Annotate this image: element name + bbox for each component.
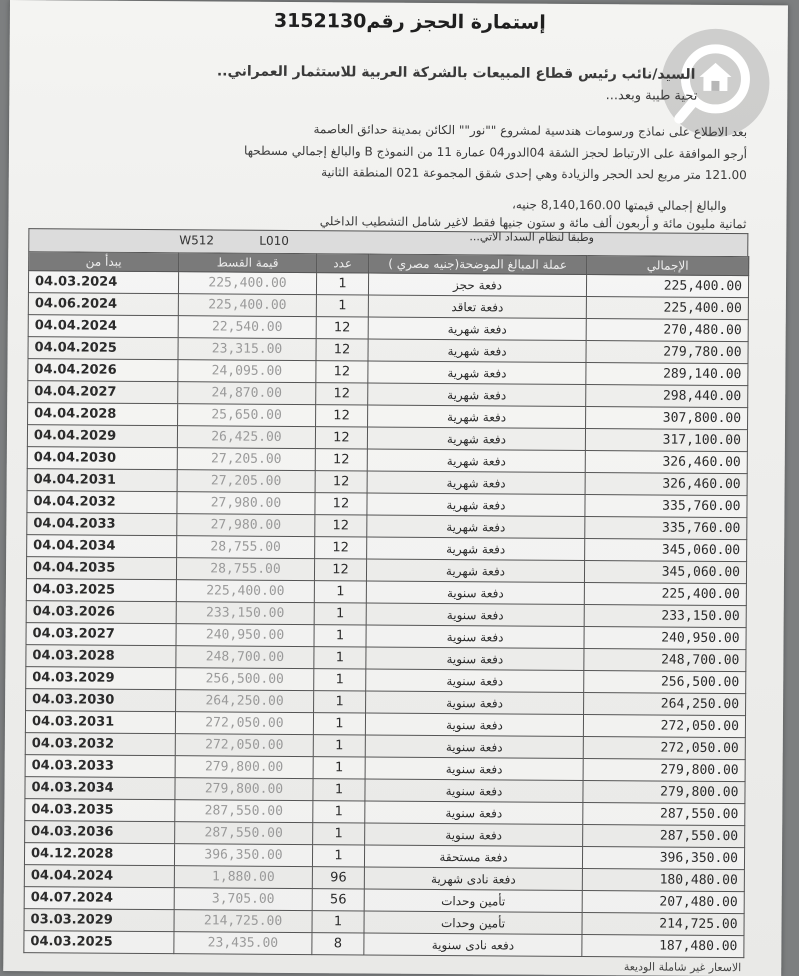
start-date-cell: 04.03.2031	[25, 711, 175, 734]
total-cell: 279,780.00	[586, 341, 748, 364]
start-date-cell: 04.03.2036	[25, 821, 175, 844]
description-cell: دفعة سنوية	[365, 735, 583, 759]
description-cell: دفعة شهرية	[368, 317, 586, 341]
installment-cell: 28,755.00	[176, 558, 314, 581]
total-cell: 345,060.00	[585, 539, 747, 562]
count-cell: 12	[316, 405, 368, 427]
installment-cell: 225,400.00	[178, 294, 316, 317]
count-cell: 1	[312, 845, 364, 867]
addressee-line: السيد/نائب رئيس قطاع المبيعات بالشركة العربية للاستثمار العمراني..	[216, 63, 696, 83]
installment-cell: 287,550.00	[175, 822, 313, 845]
total-cell: 187,480.00	[582, 935, 744, 958]
start-date-cell: 04.04.2030	[27, 447, 177, 470]
count-cell: 12	[315, 449, 367, 471]
start-date-cell: 04.03.2025	[24, 931, 174, 954]
count-cell: 1	[312, 911, 364, 933]
description-cell: تأمين وحدات	[364, 889, 582, 913]
count-cell: 96	[312, 867, 364, 889]
total-cell: 248,700.00	[584, 649, 746, 672]
count-cell: 12	[314, 559, 366, 581]
total-cell: 272,050.00	[583, 715, 745, 738]
description-cell: دفعة سنوية	[365, 779, 583, 803]
installment-cell: 28,755.00	[177, 536, 315, 559]
count-cell: 12	[315, 427, 367, 449]
count-cell: 1	[314, 691, 366, 713]
total-cell: 256,500.00	[584, 671, 746, 694]
description-cell: دفعة تعاقد	[368, 295, 586, 319]
total-cell: 225,400.00	[586, 297, 748, 320]
count-cell: 1	[316, 295, 368, 317]
start-date-cell: 04.04.2027	[28, 381, 178, 404]
currency-note: عملة المبالغ الموضحة(جنيه مصري )	[388, 256, 568, 272]
installment-cell: 27,205.00	[177, 448, 315, 471]
installment-cell: 23,435.00	[174, 932, 312, 955]
total-cell: 335,760.00	[585, 517, 747, 540]
col-description-header	[369, 254, 587, 275]
count-cell: 1	[314, 647, 366, 669]
installment-cell: 264,250.00	[176, 690, 314, 713]
start-date-cell: 04.03.2029	[26, 667, 176, 690]
description-cell: تأمين وحدات	[364, 911, 582, 935]
installment-cell: 22,540.00	[178, 316, 316, 339]
total-cell: 225,400.00	[586, 275, 748, 298]
description-cell: دفعة سنوية	[366, 691, 584, 715]
installment-cell: 225,400.00	[178, 272, 316, 295]
total-cell: 214,725.00	[582, 913, 744, 936]
start-date-cell: 04.03.2025	[26, 579, 176, 602]
installment-cell: 256,500.00	[176, 668, 314, 691]
table-row	[24, 931, 744, 958]
start-date-cell: 04.03.2034	[25, 777, 175, 800]
description-cell: دفعة شهرية	[368, 383, 586, 407]
total-cell: 180,480.00	[582, 869, 744, 892]
start-date-cell: 04.03.2032	[25, 733, 175, 756]
start-date-cell: 04.04.2029	[27, 425, 177, 448]
total-cell: 335,760.00	[585, 495, 747, 518]
start-date-cell: 04.07.2024	[24, 887, 174, 910]
count-cell: 56	[312, 889, 364, 911]
description-cell: دفعة حجز	[368, 273, 586, 297]
installment-cell: 23,315.00	[178, 338, 316, 361]
start-date-cell: 04.04.2028	[28, 403, 178, 426]
total-cell: 307,800.00	[586, 407, 748, 430]
start-date-cell: 04.03.2030	[26, 689, 176, 712]
start-date-cell: 04.04.2032	[27, 491, 177, 514]
installment-cell: 24,870.00	[178, 382, 316, 405]
footer-note: الاسعار غير شاملة الوديعة	[623, 960, 742, 975]
code-w512: W512	[179, 233, 215, 248]
count-cell: 1	[313, 823, 365, 845]
count-cell: 1	[314, 625, 366, 647]
count-cell: 1	[314, 669, 366, 691]
start-date-cell: 04.03.2027	[26, 623, 176, 646]
start-date-cell: 04.03.2026	[26, 601, 176, 624]
installment-cell: 248,700.00	[176, 646, 314, 669]
total-cell: 326,460.00	[585, 451, 747, 474]
count-cell: 8	[312, 933, 364, 955]
form-title: إستمارة الحجز رقم3152130	[273, 9, 546, 34]
installment-cell: 27,205.00	[177, 470, 315, 493]
payment-system-label: وطبقا لنظام السداد الاتي...	[469, 230, 595, 245]
total-cell: 326,460.00	[585, 473, 747, 496]
start-date-cell: 04.04.2025	[28, 337, 178, 360]
start-date-cell: 04.03.2033	[25, 755, 175, 778]
greeting-line: تحية طيبة وبعد...	[605, 88, 698, 104]
count-cell: 1	[314, 603, 366, 625]
start-date-cell: 04.03.2035	[25, 799, 175, 822]
installment-cell: 396,350.00	[174, 844, 312, 867]
count-cell: 1	[316, 273, 368, 295]
description-cell: دفعة شهرية	[368, 339, 586, 363]
installment-cell: 24,095.00	[178, 360, 316, 383]
count-cell: 12	[316, 339, 368, 361]
start-date-cell: 04.04.2035	[26, 557, 176, 580]
total-cell: 270,480.00	[586, 319, 748, 342]
installment-cell: 25,650.00	[178, 404, 316, 427]
project-line: بعد الاطلاع على نماذج ورسومات هندسية لمشروع ""نور"" الكائن بمدينة حدائق العاصمة	[313, 122, 748, 140]
start-date-cell: 04.04.2034	[27, 535, 177, 558]
col-installment-header: قيمة القسط	[179, 253, 317, 273]
description-cell: دفعة سنوية	[365, 823, 583, 847]
total-cell: 289,140.00	[586, 363, 748, 386]
installment-cell: 27,980.00	[177, 492, 315, 515]
unit-line: أرجو الموافقة على الارتباط لحجز الشقة 04الدور04 عمارة 11 من النموذج B والبالغ إجمالي مسطحها	[244, 143, 747, 162]
description-cell: دفعة سنوية	[365, 801, 583, 825]
installment-cell: 279,800.00	[175, 756, 313, 779]
description-cell: دفعة سنوية	[366, 603, 584, 627]
description-cell: دفعة نادى شهرية	[364, 867, 582, 891]
start-date-cell: 04.03.2028	[26, 645, 176, 668]
count-cell: 12	[315, 515, 367, 537]
installment-cell: 272,050.00	[175, 712, 313, 735]
price-in-words-line: ثمانية مليون مائة و أربعون ألف مائة و ستون جنيها فقط لاغير شامل التشطيب الداخلي	[319, 214, 747, 232]
count-cell: 12	[316, 383, 368, 405]
start-date-cell: 04.04.2026	[28, 359, 178, 382]
start-date-cell: 04.04.2033	[27, 513, 177, 536]
total-cell: 298,440.00	[586, 385, 748, 408]
count-cell: 12	[315, 537, 367, 559]
count-cell: 1	[314, 581, 366, 603]
count-cell: 1	[313, 757, 365, 779]
description-cell: دفعة شهرية	[367, 493, 585, 517]
installment-cell: 214,725.00	[174, 910, 312, 933]
installment-cell: 272,050.00	[175, 734, 313, 757]
total-cell: 317,100.00	[585, 429, 747, 452]
installment-cell: 26,425.00	[177, 426, 315, 449]
watermark-home-logo	[661, 29, 770, 138]
description-cell: دفعه نادى سنوية	[364, 933, 582, 957]
count-cell: 1	[313, 735, 365, 757]
installment-cell: 240,950.00	[176, 624, 314, 647]
description-cell: دفعة شهرية	[366, 559, 584, 583]
total-cell: 272,050.00	[583, 737, 745, 760]
count-cell: 1	[313, 801, 365, 823]
installment-cell: 3,705.00	[174, 888, 312, 911]
col-total-header: الإجمالي	[587, 256, 749, 276]
description-cell: دفعة سنوية	[365, 757, 583, 781]
code-l010: L010	[259, 233, 289, 248]
total-price-line: والبالغ إجمالي قيمتها 8,140,160.00 جنيه،	[511, 197, 727, 214]
start-date-cell: 04.12.2028	[24, 843, 174, 866]
description-cell: دفعة شهرية	[367, 427, 585, 451]
total-cell: 287,550.00	[583, 803, 745, 826]
total-cell: 225,400.00	[584, 583, 746, 606]
payment-schedule	[23, 228, 748, 958]
description-cell: دفعة شهرية	[367, 515, 585, 539]
start-date-cell: 04.04.2024	[24, 865, 174, 888]
start-date-cell: 04.04.2024	[28, 315, 178, 338]
count-cell: 1	[313, 779, 365, 801]
total-cell: 240,950.00	[584, 627, 746, 650]
total-cell: 287,550.00	[583, 825, 745, 848]
description-cell: دفعة سنوية	[365, 713, 583, 737]
count-cell: 12	[315, 471, 367, 493]
installment-cell: 279,800.00	[175, 778, 313, 801]
installment-cell: 233,150.00	[176, 602, 314, 625]
description-cell: دفعة شهرية	[367, 537, 585, 561]
payment-rows	[24, 271, 749, 958]
count-cell: 12	[315, 493, 367, 515]
installment-cell: 27,980.00	[177, 514, 315, 537]
description-cell: دفعة سنوية	[366, 669, 584, 693]
installment-cell: 287,550.00	[175, 800, 313, 823]
installment-cell: 225,400.00	[176, 580, 314, 603]
total-cell: 279,800.00	[583, 759, 745, 782]
description-cell: دفعة سنوية	[366, 625, 584, 649]
col-start-header: يبدأ من	[29, 252, 179, 272]
start-date-cell: 03.03.2029	[24, 909, 174, 932]
description-cell: دفعة شهرية	[367, 449, 585, 473]
reservation-form-sheet	[3, 0, 788, 976]
payment-table	[23, 251, 749, 958]
total-cell: 345,060.00	[584, 561, 746, 584]
description-cell: دفعة سنوية	[366, 647, 584, 671]
description-cell: دفعة شهرية	[368, 405, 586, 429]
count-cell: 1	[313, 713, 365, 735]
start-date-cell: 04.03.2024	[28, 271, 178, 294]
installment-cell: 1,880.00	[174, 866, 312, 889]
start-date-cell: 04.06.2024	[28, 293, 178, 316]
total-cell: 396,350.00	[582, 847, 744, 870]
description-cell: دفعة شهرية	[368, 361, 586, 385]
start-date-cell: 04.04.2031	[27, 469, 177, 492]
total-cell: 233,150.00	[584, 605, 746, 628]
col-count-header: عدد	[317, 254, 369, 273]
total-cell: 207,480.00	[582, 891, 744, 914]
count-cell: 12	[316, 361, 368, 383]
description-cell: دفعة شهرية	[367, 471, 585, 495]
area-line: 121.00 متر مربع لحد الحجر والزيادة وهي إحدى شقق المجموعة 021 المنطقة الثانية	[321, 165, 747, 183]
total-cell: 264,250.00	[584, 693, 746, 716]
total-cell: 279,800.00	[583, 781, 745, 804]
count-cell: 12	[316, 317, 368, 339]
description-cell: دفعة مستحقة	[364, 845, 582, 869]
description-cell: دفعة سنوية	[366, 581, 584, 605]
